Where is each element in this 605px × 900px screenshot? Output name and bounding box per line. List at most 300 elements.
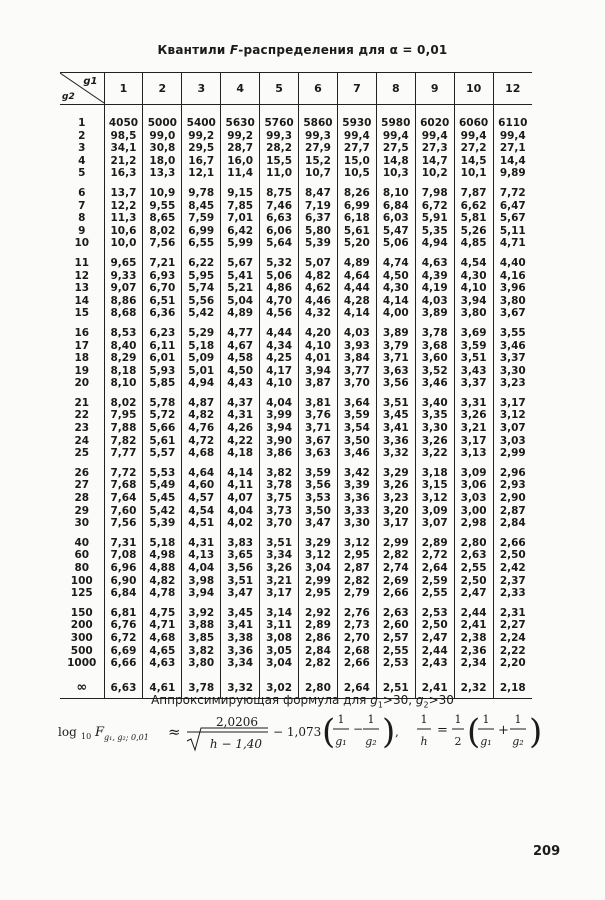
table-cell: 8,18 <box>104 365 143 378</box>
table-cell: 3,89 <box>415 307 454 320</box>
table-cell: 2,87 <box>493 505 532 518</box>
table-cell: 2,87 <box>337 562 376 575</box>
table-cell: 2,72 <box>415 549 454 562</box>
table-cell: 8,65 <box>143 212 182 225</box>
table-cell: 4,86 <box>260 282 299 295</box>
row-label-g2: 8 <box>78 212 86 225</box>
table-cell: 8,29 <box>104 352 143 365</box>
table-cell: 4,10 <box>454 282 493 295</box>
table-cell: 6,01 <box>143 352 182 365</box>
table-cell: 3,78 <box>260 479 299 492</box>
row-label-g2: 26 <box>74 466 90 479</box>
table-cell: 28,2 <box>260 142 299 155</box>
table-cell: 2,95 <box>299 587 338 600</box>
table-cell: 18,0 <box>143 155 182 168</box>
table-cell: 3,77 <box>337 365 376 378</box>
table-cell: 3,80 <box>454 307 493 320</box>
table-cell: 3,15 <box>415 479 454 492</box>
table-cell: 2,63 <box>454 549 493 562</box>
table-cell: 98,5 <box>104 130 143 143</box>
table-cell: 4,54 <box>454 250 493 270</box>
table-cell: 4,04 <box>182 562 221 575</box>
table-cell: 4,89 <box>221 307 260 320</box>
table-cell: 4,04 <box>260 390 299 410</box>
table-cell: 3,17 <box>260 587 299 600</box>
formula-inner-b-den: g₂ <box>365 735 377 748</box>
table-cell: 3,51 <box>221 575 260 588</box>
table-cell: 4,76 <box>182 422 221 435</box>
row-label-g2: 60 <box>74 549 90 562</box>
table-cell: 3,21 <box>454 422 493 435</box>
table-cell: 3,84 <box>337 352 376 365</box>
table-cell: 4,43 <box>221 377 260 390</box>
row-label-g2: 16 <box>74 326 90 339</box>
table-cell: 3,63 <box>376 365 415 378</box>
table-cell: 3,08 <box>260 632 299 645</box>
table-cell: 13,3 <box>143 167 182 180</box>
table-cell: 3,53 <box>299 492 338 505</box>
table-cell: 3,56 <box>221 562 260 575</box>
table-cell: 3,51 <box>260 530 299 550</box>
table-cell: 4,64 <box>182 460 221 480</box>
table-cell: 5,67 <box>493 212 532 225</box>
table-row <box>60 390 532 410</box>
table-cell: 2,84 <box>299 645 338 658</box>
table-cell: 27,1 <box>493 142 532 155</box>
row-label-g2: 25 <box>74 447 90 460</box>
table-cell: 2,93 <box>493 479 532 492</box>
row-label-g2: 10 <box>74 237 90 250</box>
approximation-formula <box>0 703 605 763</box>
table-cell: 7,59 <box>182 212 221 225</box>
table-cell: 3,76 <box>299 409 338 422</box>
table-cell: 3,06 <box>454 479 493 492</box>
table-cell: 3,40 <box>415 390 454 410</box>
row-label-g2: 40 <box>74 536 90 549</box>
table-cell: 3,78 <box>182 670 221 699</box>
table-cell: 2,55 <box>376 645 415 658</box>
table-cell: 2,89 <box>299 619 338 632</box>
table-cell: 4,31 <box>221 409 260 422</box>
row-label-g2: 27 <box>74 479 90 492</box>
formula-minus: − <box>353 722 364 736</box>
table-row <box>60 365 532 378</box>
table-cell: 4,10 <box>299 340 338 353</box>
table-cell: 5,64 <box>260 237 299 250</box>
formula-left-paren: ( <box>322 712 336 752</box>
column-header: 5 <box>260 73 299 105</box>
formula-inner-a-den: g₁ <box>335 735 347 748</box>
table-cell: 4,68 <box>143 632 182 645</box>
formula-comma: , <box>395 725 399 739</box>
table-cell: 3,51 <box>454 352 493 365</box>
column-header: 1 <box>104 73 143 105</box>
row-label-g2: 6 <box>78 186 86 199</box>
table-cell: 3,04 <box>299 562 338 575</box>
table-cell: 99,4 <box>415 130 454 143</box>
table-cell: 2,32 <box>454 670 493 699</box>
column-header: 3 <box>182 73 221 105</box>
table-cell: 2,69 <box>376 575 415 588</box>
formula-log: log <box>58 725 77 739</box>
table-cell: 6,06 <box>260 225 299 238</box>
table-cell: 2,80 <box>299 670 338 699</box>
table-cell: 3,37 <box>454 377 493 390</box>
formula-half-den: 2 <box>454 735 462 748</box>
table-cell: 3,94 <box>182 587 221 600</box>
table-cell: 6110 <box>493 105 532 130</box>
table-cell: 3,32 <box>221 670 260 699</box>
table-cell: 2,99 <box>376 530 415 550</box>
table-cell: 4,51 <box>182 517 221 530</box>
formula-h-num: 1 <box>420 713 428 726</box>
table-cell: 5,41 <box>221 270 260 283</box>
column-header: 2 <box>143 73 182 105</box>
table-row <box>60 282 532 295</box>
g1-axis-label: g1 <box>83 76 98 87</box>
table-cell: 2,66 <box>493 530 532 550</box>
table-cell: 4,28 <box>337 295 376 308</box>
table-cell: 3,63 <box>299 447 338 460</box>
table-cell: 4,39 <box>415 270 454 283</box>
table-cell: 14,4 <box>493 155 532 168</box>
table-cell: 2,73 <box>337 619 376 632</box>
table-cell: 2,36 <box>454 645 493 658</box>
table-cell: 11,4 <box>221 167 260 180</box>
table-cell: 4,10 <box>260 377 299 390</box>
table-cell: 9,78 <box>182 180 221 200</box>
table-cell: 7,08 <box>104 549 143 562</box>
table-cell: 3,46 <box>337 447 376 460</box>
row-label-g2: 125 <box>70 587 93 600</box>
table-cell: 3,13 <box>454 447 493 460</box>
table-cell: 2,90 <box>493 492 532 505</box>
table-cell: 2,42 <box>493 562 532 575</box>
table-cell: 3,94 <box>299 365 338 378</box>
formula-plus: + <box>498 723 509 738</box>
table-cell: 5,56 <box>182 295 221 308</box>
table-cell: 3,17 <box>493 390 532 410</box>
table-cell: 8,86 <box>104 295 143 308</box>
table-cell: 9,89 <box>493 167 532 180</box>
table-cell: 15,5 <box>260 155 299 168</box>
table-cell: 2,50 <box>493 549 532 562</box>
formula-right-paren: ) <box>382 712 396 752</box>
table-cell: 6,62 <box>454 200 493 213</box>
table-cell: 4,82 <box>299 270 338 283</box>
table-cell: 3,03 <box>493 435 532 448</box>
table-cell: 2,44 <box>415 645 454 658</box>
table-cell: 7,21 <box>143 250 182 270</box>
table-cell: 4,00 <box>376 307 415 320</box>
table-cell: 3,23 <box>376 492 415 505</box>
row-label-g2: 100 <box>70 574 93 587</box>
table-cell: 3,94 <box>260 422 299 435</box>
table-cell: 5,45 <box>143 492 182 505</box>
table-cell: 2,82 <box>299 657 338 670</box>
table-cell: 5,91 <box>415 212 454 225</box>
table-cell: 2,27 <box>493 619 532 632</box>
table-cell: 2,57 <box>376 632 415 645</box>
table-cell: 2,43 <box>415 657 454 670</box>
table-cell: 2,66 <box>376 587 415 600</box>
table-row <box>60 657 532 670</box>
table-cell: 4,16 <box>493 270 532 283</box>
table-row <box>60 562 532 575</box>
table-cell: 10,5 <box>337 167 376 180</box>
table-cell: 3,79 <box>376 340 415 353</box>
table-cell: 11,3 <box>104 212 143 225</box>
formula-h-den: h <box>420 735 428 748</box>
table-cell: 4,63 <box>415 250 454 270</box>
table-row <box>60 517 532 530</box>
table-cell: 9,55 <box>143 200 182 213</box>
table-cell: 3,30 <box>337 517 376 530</box>
table-cell: 6,36 <box>143 307 182 320</box>
table-cell: 4,20 <box>299 320 338 340</box>
table-cell: 4,50 <box>221 365 260 378</box>
table-cell: 7,85 <box>221 200 260 213</box>
table-cell: 2,66 <box>337 657 376 670</box>
table-cell: 4,58 <box>221 352 260 365</box>
table-row <box>60 575 532 588</box>
formula-equals: = <box>437 723 448 738</box>
table-cell: 2,76 <box>337 600 376 620</box>
table-cell: 5,07 <box>299 250 338 270</box>
table-cell: 3,67 <box>493 307 532 320</box>
table-cell: 3,36 <box>376 435 415 448</box>
table-cell: 3,42 <box>337 460 376 480</box>
table-cell: 3,50 <box>337 435 376 448</box>
formula-inner-c-den: g₁ <box>480 735 492 748</box>
table-cell: 8,75 <box>260 180 299 200</box>
formula-inner-b-num: 1 <box>367 713 375 726</box>
table-cell: 7,72 <box>104 460 143 480</box>
table-cell: 3,60 <box>415 352 454 365</box>
table-cell: 14,5 <box>454 155 493 168</box>
table-cell: 6,90 <box>104 575 143 588</box>
table-row <box>60 142 532 155</box>
table-cell: 6020 <box>415 105 454 130</box>
table-cell: 5,39 <box>299 237 338 250</box>
table-cell: 3,23 <box>493 377 532 390</box>
table-cell: 4,22 <box>221 435 260 448</box>
table-cell: 6,11 <box>143 340 182 353</box>
table-cell: 4,34 <box>260 340 299 353</box>
table-cell: 3,26 <box>415 435 454 448</box>
table-header-row <box>60 73 532 105</box>
table-cell: 9,15 <box>221 180 260 200</box>
table-cell: 3,02 <box>260 670 299 699</box>
table-cell: 5,09 <box>182 352 221 365</box>
table-cell: 4,04 <box>221 505 260 518</box>
table-cell: 5,04 <box>221 295 260 308</box>
table-cell: 3,36 <box>221 645 260 658</box>
formula-F-subscript: g₁, g₂; 0,01 <box>104 733 149 742</box>
table-cell: 3,68 <box>415 340 454 353</box>
formula-inner-d-den: g₂ <box>512 735 524 748</box>
table-cell: 4,61 <box>143 670 182 699</box>
table-cell: 3,18 <box>415 460 454 480</box>
table-cell: 5,29 <box>182 320 221 340</box>
table-row <box>60 587 532 600</box>
table-cell: 3,81 <box>299 390 338 410</box>
table-cell: 4,44 <box>260 320 299 340</box>
table-cell: 99,2 <box>182 130 221 143</box>
table-cell: 6,72 <box>104 632 143 645</box>
table-cell: 5860 <box>299 105 338 130</box>
table-cell: 3,41 <box>376 422 415 435</box>
table-row <box>60 320 532 340</box>
table-cell: 99,4 <box>493 130 532 143</box>
table-cell: 3,99 <box>260 409 299 422</box>
table-row <box>60 377 532 390</box>
table-cell: 8,10 <box>104 377 143 390</box>
table-cell: 3,71 <box>299 422 338 435</box>
table-cell: 10,9 <box>143 180 182 200</box>
table-cell: 27,2 <box>454 142 493 155</box>
table-cell: 3,70 <box>260 517 299 530</box>
table-cell: 3,43 <box>454 365 493 378</box>
page-title: Квантили F-распределения для α = 0,01 <box>157 43 448 57</box>
table-cell: 4,72 <box>182 435 221 448</box>
table-cell: 4,75 <box>143 600 182 620</box>
table-cell: 2,68 <box>337 645 376 658</box>
table-cell: 2,99 <box>299 575 338 588</box>
table-cell: 8,53 <box>104 320 143 340</box>
table-cell: 4,60 <box>182 479 221 492</box>
table-cell: 2,84 <box>493 517 532 530</box>
formula-inner-c-num: 1 <box>482 713 490 726</box>
table-cell: 3,38 <box>221 632 260 645</box>
table-cell: 4050 <box>104 105 143 130</box>
table-cell: 4,62 <box>299 282 338 295</box>
table-cell: 2,33 <box>493 587 532 600</box>
row-label-g2: 7 <box>78 199 86 212</box>
table-cell: 5,72 <box>143 409 182 422</box>
column-header: 7 <box>337 73 376 105</box>
table-row <box>60 435 532 448</box>
table-cell: 3,26 <box>376 479 415 492</box>
table-cell: 3,45 <box>221 600 260 620</box>
table-cell: 4,03 <box>415 295 454 308</box>
table-row <box>60 645 532 658</box>
table-cell: 4,31 <box>182 530 221 550</box>
table-cell: 6,81 <box>104 600 143 620</box>
table-cell: 3,92 <box>182 600 221 620</box>
table-cell: 2,47 <box>454 587 493 600</box>
table-cell: 4,94 <box>182 377 221 390</box>
table-cell: 2,37 <box>493 575 532 588</box>
table-cell: 5,93 <box>143 365 182 378</box>
table-cell: 4,71 <box>493 237 532 250</box>
table-cell: 6,22 <box>182 250 221 270</box>
column-header: 12 <box>493 73 532 105</box>
table-cell: 2,41 <box>454 619 493 632</box>
table-cell: 3,50 <box>299 505 338 518</box>
table-cell: 2,70 <box>337 632 376 645</box>
column-header: 6 <box>299 73 338 105</box>
table-cell: 9,07 <box>104 282 143 295</box>
formula-denominator: h − 1,40 <box>209 737 263 751</box>
row-label-g2: 20 <box>74 377 90 390</box>
table-cell: 3,26 <box>260 562 299 575</box>
table-cell: 2,89 <box>415 530 454 550</box>
table-cell: 10,0 <box>104 237 143 250</box>
table-cell: 3,88 <box>182 619 221 632</box>
table-cell: 4,46 <box>299 295 338 308</box>
formula-log-base: 10 <box>81 732 92 741</box>
table-row <box>60 250 532 270</box>
table-cell: 3,87 <box>299 377 338 390</box>
table-cell: 3,12 <box>337 530 376 550</box>
table-cell: 6,99 <box>337 200 376 213</box>
table-cell: 10,2 <box>415 167 454 180</box>
table-cell: 4,77 <box>221 320 260 340</box>
table-cell: 6,99 <box>182 225 221 238</box>
table-cell: 2,34 <box>454 657 493 670</box>
table-cell: 28,7 <box>221 142 260 155</box>
table-cell: 4,30 <box>454 270 493 283</box>
table-cell: 3,98 <box>182 575 221 588</box>
table-cell: 4,56 <box>260 307 299 320</box>
table-row <box>60 549 532 562</box>
table-cell: 2,50 <box>415 619 454 632</box>
table-cell: 5,06 <box>376 237 415 250</box>
table-cell: 2,22 <box>493 645 532 658</box>
formula-inner-d-num: 1 <box>514 713 522 726</box>
table-row <box>60 352 532 365</box>
table-cell: 5,95 <box>182 270 221 283</box>
table-row <box>60 619 532 632</box>
table-cell: 8,68 <box>104 307 143 320</box>
table-cell: 2,53 <box>376 657 415 670</box>
table-cell: 7,95 <box>104 409 143 422</box>
table-cell: 2,64 <box>337 670 376 699</box>
table-cell: 3,45 <box>376 409 415 422</box>
table-cell: 5,74 <box>182 282 221 295</box>
table-cell: 8,47 <box>299 180 338 200</box>
table-cell: 3,90 <box>260 435 299 448</box>
table-cell: 3,29 <box>376 460 415 480</box>
row-label-g2: 11 <box>74 256 90 269</box>
table-cell: 4,57 <box>182 492 221 505</box>
table-cell: 4,68 <box>182 447 221 460</box>
table-cell: 12,2 <box>104 200 143 213</box>
table-cell: 5760 <box>260 105 299 130</box>
table-cell: 27,7 <box>337 142 376 155</box>
row-label-g2: ∞ <box>60 670 104 699</box>
table-cell: 2,51 <box>376 670 415 699</box>
column-header: 9 <box>415 73 454 105</box>
table-cell: 99,3 <box>299 130 338 143</box>
table-cell: 3,52 <box>415 365 454 378</box>
table-row <box>60 180 532 200</box>
table-cell: 16,3 <box>104 167 143 180</box>
row-label-g2: 30 <box>74 517 90 530</box>
table-cell: 3,73 <box>260 505 299 518</box>
table-cell: 2,47 <box>415 632 454 645</box>
table-cell: 3,14 <box>260 600 299 620</box>
table-cell: 99,3 <box>260 130 299 143</box>
table-row <box>60 167 532 180</box>
table-cell: 2,79 <box>337 587 376 600</box>
table-cell: 5,18 <box>143 530 182 550</box>
table-cell: 5,66 <box>143 422 182 435</box>
table-cell: 5000 <box>143 105 182 130</box>
row-label-g2: 1000 <box>67 657 97 670</box>
table-cell: 4,65 <box>143 645 182 658</box>
